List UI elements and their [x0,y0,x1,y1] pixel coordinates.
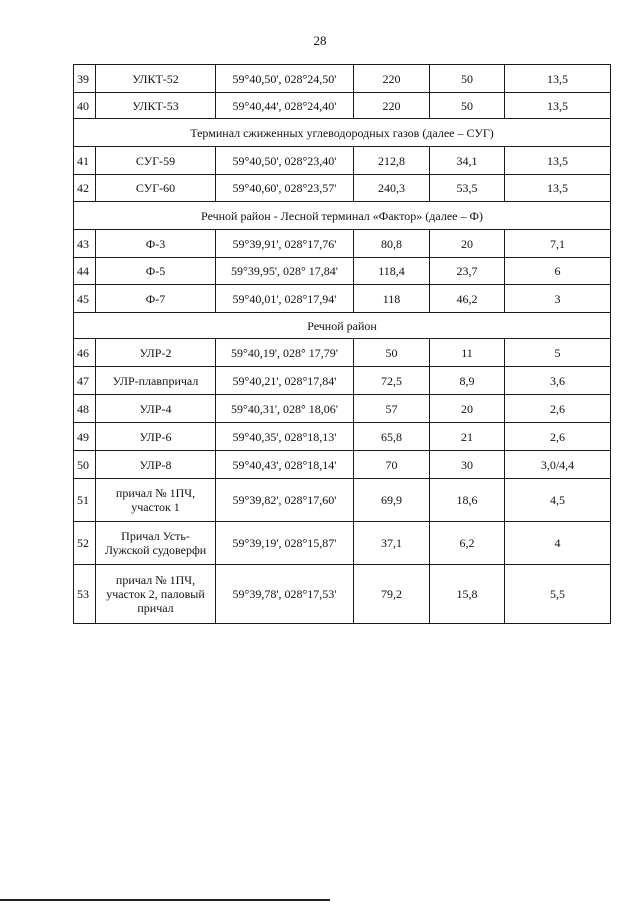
row-number-cell: 41 [74,147,96,175]
page-number: 28 [313,33,327,48]
value-3-cell: 13,5 [505,147,611,175]
value-3-cell: 5,5 [505,565,611,624]
coordinates-cell: 59°39,19', 028°15,87' [216,522,354,565]
value-1-cell: 50 [354,339,430,367]
row-number-cell: 53 [74,565,96,624]
table-body [74,65,611,624]
row-number-cell: 47 [74,367,96,395]
table-row [74,175,611,202]
berth-table [73,64,611,624]
section-row [74,313,611,339]
coordinates-cell: 59°39,95', 028° 17,84' [216,258,354,285]
table-row [74,395,611,423]
berth-name-cell: УЛКТ-52 [96,65,216,93]
value-2-cell: 30 [430,451,505,479]
value-2-cell: 18,6 [430,479,505,522]
page-bottom-rule [0,899,330,901]
table-row [74,93,611,119]
table-row [74,147,611,175]
table-row [74,451,611,479]
section-title: Терминал сжиженных углеводородных газов (далее – СУГ) [74,119,611,147]
value-3-cell: 3,6 [505,367,611,395]
berth-name-cell: Ф-7 [96,285,216,313]
berth-name-cell: Причал Усть-Лужской судоверфи [96,522,216,565]
coordinates-cell: 59°40,50', 028°23,40' [216,147,354,175]
value-2-cell: 50 [430,65,505,93]
table-row [74,285,611,313]
value-2-cell: 6,2 [430,522,505,565]
section-row [74,202,611,230]
berth-name-cell: Ф-5 [96,258,216,285]
berth-name-cell: УЛР-6 [96,423,216,451]
value-2-cell: 15,8 [430,565,505,624]
coordinates-cell: 59°39,91', 028°17,76' [216,230,354,258]
value-1-cell: 79,2 [354,565,430,624]
coordinates-cell: 59°40,21', 028°17,84' [216,367,354,395]
table-row [74,230,611,258]
value-2-cell: 46,2 [430,285,505,313]
berth-name-cell: причал № 1ПЧ, участок 1 [96,479,216,522]
table-row [74,339,611,367]
coordinates-cell: 59°40,43', 028°18,14' [216,451,354,479]
value-3-cell: 7,1 [505,230,611,258]
row-number-cell: 44 [74,258,96,285]
section-title: Речной район - Лесной терминал «Фактор» (далее – Ф) [74,202,611,230]
value-1-cell: 57 [354,395,430,423]
row-number-cell: 42 [74,175,96,202]
berth-name-cell: УЛКТ-53 [96,93,216,119]
row-number-cell: 51 [74,479,96,522]
value-1-cell: 80,8 [354,230,430,258]
table-row [74,367,611,395]
row-number-cell: 50 [74,451,96,479]
value-3-cell: 2,6 [505,423,611,451]
coordinates-cell: 59°40,31', 028° 18,06' [216,395,354,423]
value-3-cell: 3,0/4,4 [505,451,611,479]
value-1-cell: 118,4 [354,258,430,285]
coordinates-cell: 59°40,01', 028°17,94' [216,285,354,313]
berth-name-cell: СУГ-60 [96,175,216,202]
table-row [74,565,611,624]
value-2-cell: 34,1 [430,147,505,175]
row-number-cell: 40 [74,93,96,119]
table-row [74,479,611,522]
value-1-cell: 220 [354,93,430,119]
value-1-cell: 69,9 [354,479,430,522]
berth-name-cell: УЛР-4 [96,395,216,423]
value-3-cell: 2,6 [505,395,611,423]
value-3-cell: 13,5 [505,65,611,93]
berth-name-cell: Ф-3 [96,230,216,258]
row-number-cell: 46 [74,339,96,367]
row-number-cell: 39 [74,65,96,93]
coordinates-cell: 59°40,35', 028°18,13' [216,423,354,451]
coordinates-cell: 59°40,50', 028°24,50' [216,65,354,93]
table-row [74,65,611,93]
value-2-cell: 20 [430,395,505,423]
value-1-cell: 72,5 [354,367,430,395]
berth-name-cell: СУГ-59 [96,147,216,175]
coordinates-cell: 59°40,44', 028°24,40' [216,93,354,119]
value-1-cell: 65,8 [354,423,430,451]
value-2-cell: 8,9 [430,367,505,395]
value-3-cell: 4 [505,522,611,565]
value-3-cell: 4,5 [505,479,611,522]
value-3-cell: 13,5 [505,93,611,119]
coordinates-cell: 59°39,78', 028°17,53' [216,565,354,624]
value-3-cell: 6 [505,258,611,285]
coordinates-cell: 59°40,19', 028° 17,79' [216,339,354,367]
value-2-cell: 53,5 [430,175,505,202]
value-1-cell: 70 [354,451,430,479]
table-row [74,522,611,565]
berth-name-cell: УЛР-8 [96,451,216,479]
value-2-cell: 50 [430,93,505,119]
coordinates-cell: 59°40,60', 028°23,57' [216,175,354,202]
value-1-cell: 212,8 [354,147,430,175]
berth-name-cell: УЛР-плавпричал [96,367,216,395]
coordinates-cell: 59°39,82', 028°17,60' [216,479,354,522]
value-2-cell: 11 [430,339,505,367]
table-row [74,258,611,285]
value-3-cell: 13,5 [505,175,611,202]
value-1-cell: 37,1 [354,522,430,565]
row-number-cell: 52 [74,522,96,565]
table-row [74,423,611,451]
berth-name-cell: УЛР-2 [96,339,216,367]
row-number-cell: 48 [74,395,96,423]
value-1-cell: 118 [354,285,430,313]
value-2-cell: 20 [430,230,505,258]
section-row [74,119,611,147]
value-1-cell: 220 [354,65,430,93]
row-number-cell: 49 [74,423,96,451]
value-3-cell: 5 [505,339,611,367]
value-1-cell: 240,3 [354,175,430,202]
row-number-cell: 43 [74,230,96,258]
section-title: Речной район [74,313,611,339]
row-number-cell: 45 [74,285,96,313]
value-2-cell: 21 [430,423,505,451]
value-3-cell: 3 [505,285,611,313]
value-2-cell: 23,7 [430,258,505,285]
berth-name-cell: причал № 1ПЧ, участок 2, паловый причал [96,565,216,624]
